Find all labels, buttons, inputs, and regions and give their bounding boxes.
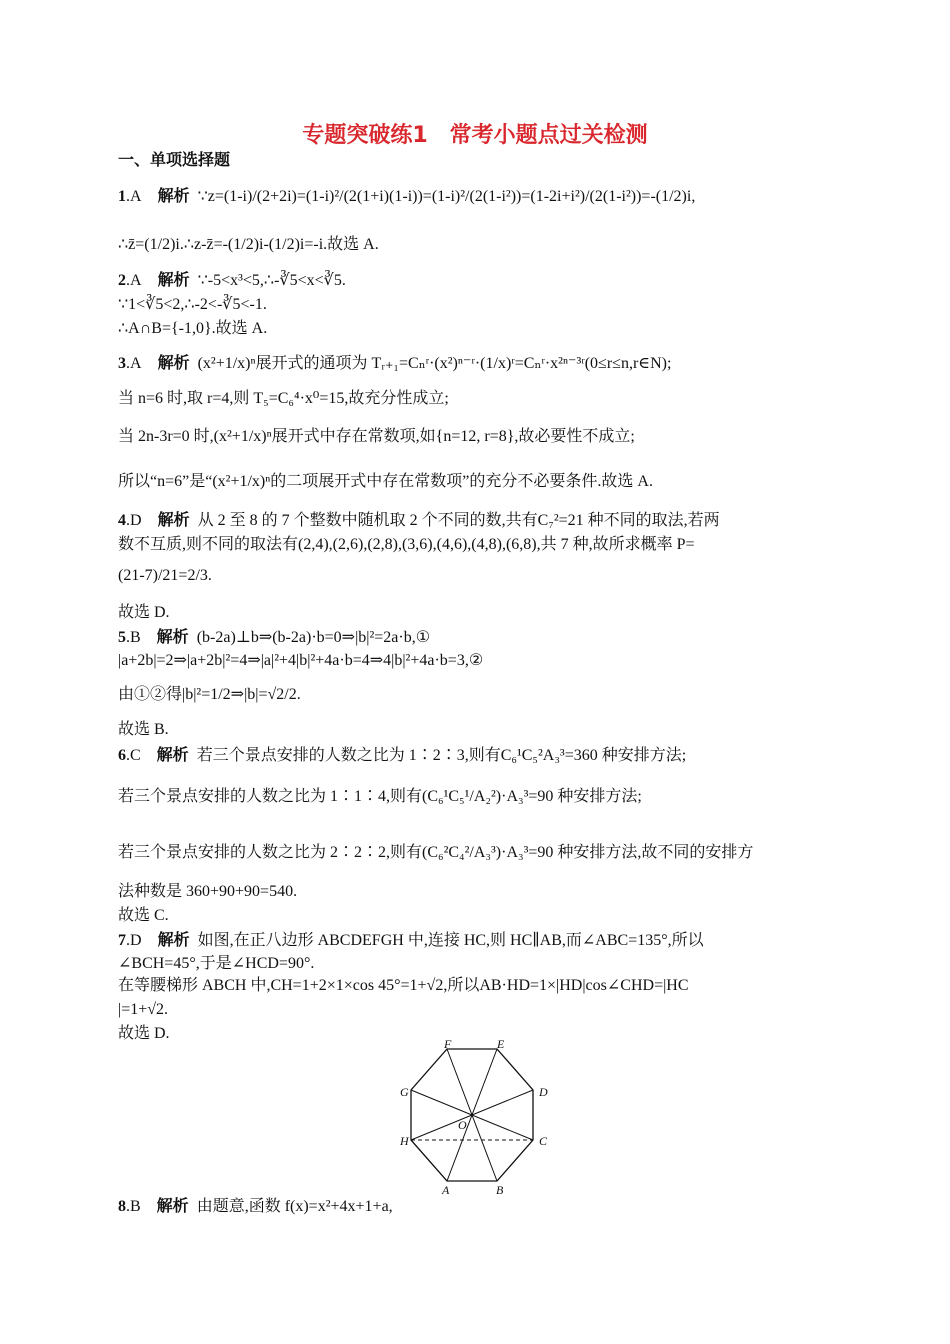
q5-answer: .B (126, 629, 141, 646)
q6-line1 (118, 745, 686, 766)
q7-line5: 故选 D. (118, 1025, 170, 1042)
q2-line1 (118, 270, 346, 291)
q6-line2: 若三个景点安排的人数之比为 1∶1∶4,则有(C₆¹C₅¹/A₂²)·A₃³=90 种安排方法; (118, 788, 642, 805)
q2-number: 2 (118, 272, 126, 289)
q2-text1: ∵-5<x³<5,∴-∛5<x<∛5. (197, 272, 346, 289)
q3-line3: 当 2n-3r=0 时,(x²+1/x)ⁿ展开式中存在常数项,如{n=12, r=8},故必要性不成立; (118, 428, 635, 445)
q5-line1 (118, 627, 430, 648)
q5-text1: (b-2a)⊥b⇒(b-2a)·b=0⇒|b|²=2a·b,① (196, 629, 431, 646)
q2-answer: .A (126, 272, 142, 289)
q5-number: 5 (118, 629, 126, 646)
q8-text1: 由题意,函数 f(x)=x²+4x+1+a, (196, 1198, 393, 1215)
q4-line1 (118, 510, 720, 531)
q1-line1 (118, 186, 695, 207)
q8-jiexi: 解析 (156, 1196, 189, 1215)
page-title: 专题突破练1 常考小题点过关检测 (302, 123, 648, 148)
q7-line3: 在等腰梯形 ABCH 中,CH=1+2×1×cos 45°=1+√2,所以AB·HD=1×|HD|cos∠CHD=|HC (118, 977, 689, 994)
q7-answer: .D (126, 932, 142, 949)
label-C: C (539, 1134, 548, 1148)
label-O: O (458, 1118, 467, 1132)
q1-jiexi: 解析 (157, 186, 190, 205)
q7-number: 7 (118, 932, 126, 949)
q6-jiexi: 解析 (156, 745, 189, 764)
q7-jiexi: 解析 (157, 930, 190, 949)
q6-text1: 若三个景点安排的人数之比为 1∶2∶3,则有C₆¹C₅²A₃³=360 种安排方法; (196, 747, 687, 764)
q1-line2: ∴z̄=(1/2)i.∴z-z̄=-(1/2)i-(1/2)i=-i.故选 A. (118, 236, 379, 253)
label-G: G (400, 1085, 409, 1099)
q6-answer: .C (126, 747, 141, 764)
q7-text1: 如图,在正八边形 ABCDEFGH 中,连接 HC,则 HC∥AB,而∠ABC=135°,所以 (197, 932, 704, 949)
q5-line2: |a+2b|=2⇒|a+2b|²=4⇒|a|²+4|b|²+4a·b=4⇒4|b|²+4a·b=3,② (118, 652, 484, 669)
label-H: H (400, 1134, 409, 1148)
label-E: E (497, 1037, 505, 1051)
octagon-figure (390, 1036, 570, 1201)
q8-number: 8 (118, 1198, 126, 1215)
q4-line4: 故选 D. (118, 604, 170, 621)
q4-jiexi: 解析 (157, 510, 190, 529)
label-A: A (442, 1183, 450, 1197)
q2-line3: ∴A∩B={-1,0}.故选 A. (118, 320, 268, 337)
q8-line1 (118, 1196, 393, 1217)
q5-jiexi: 解析 (156, 627, 189, 646)
q5-line3: 由①②得|b|²=1/2⇒|b|=√2/2. (118, 686, 301, 703)
section-heading: 一、单项选择题 (118, 150, 231, 169)
q6-number: 6 (118, 747, 126, 764)
q8-answer: .B (126, 1198, 141, 1215)
segment-HA (411, 1140, 447, 1181)
q7-line4: |=1+√2. (118, 1001, 169, 1018)
q4-line3: (21-7)/21=2/3. (118, 567, 212, 584)
q1-number: 1 (118, 188, 126, 205)
q3-jiexi: 解析 (157, 353, 190, 372)
q2-jiexi: 解析 (157, 270, 190, 289)
label-F: F (444, 1037, 452, 1051)
q1-answer: .A (126, 188, 142, 205)
q6-line4: 法种数是 360+90+90=540. (118, 883, 298, 900)
q7-line2: ∠BCH=45°,于是∠HCD=90°. (118, 955, 315, 972)
q3-number: 3 (118, 355, 126, 372)
q6-line5: 故选 C. (118, 907, 169, 924)
label-D: D (539, 1085, 548, 1099)
q3-line1 (118, 353, 671, 374)
q4-number: 4 (118, 512, 126, 529)
label-B: B (496, 1183, 504, 1197)
q1-text1: ∵z=(1-i)/(2+2i)=(1-i)²/(2(1+i)(1-i))=(1-i)²/(2(1-i²))=(1-2i+i²)/(2(1-i²))=-(1/2)i, (197, 188, 696, 205)
q4-line2: 数不互质,则不同的取法有(2,4),(2,6),(2,8),(3,6),(4,6),(4,8),(6,8),共 7 种,故所求概率 P= (118, 536, 695, 553)
q6-line3: 若三个景点安排的人数之比为 2∶2∶2,则有(C₆²C₄²/A₃³)·A₃³=90 种安排方法,故不同的安排方 (118, 844, 754, 861)
q7-line1 (118, 930, 704, 951)
q5-line4: 故选 B. (118, 721, 169, 738)
q3-answer: .A (126, 355, 142, 372)
q4-answer: .D (126, 512, 142, 529)
q4-text1: 从 2 至 8 的 7 个整数中随机取 2 个不同的数,共有C₇²=21 种不同的取法,若两 (197, 512, 720, 529)
q3-text1: (x²+1/x)ⁿ展开式的通项为 Tᵣ₊₁=Cₙʳ·(x²)ⁿ⁻ʳ·(1/x)ʳ=Cₙʳ·x²ⁿ⁻³ʳ(0≤r≤n,r∈N); (197, 355, 672, 372)
q3-line4: 所以“n=6”是“(x²+1/x)ⁿ的二项展开式中存在常数项”的充分不必要条件.故选 A. (118, 473, 653, 490)
q3-line2: 当 n=6 时,取 r=4,则 T₅=C₆⁴·x⁰=15,故充分性成立; (118, 390, 449, 407)
q2-line2: ∵1<∛5<2,∴-2<-∛5<-1. (118, 296, 267, 313)
